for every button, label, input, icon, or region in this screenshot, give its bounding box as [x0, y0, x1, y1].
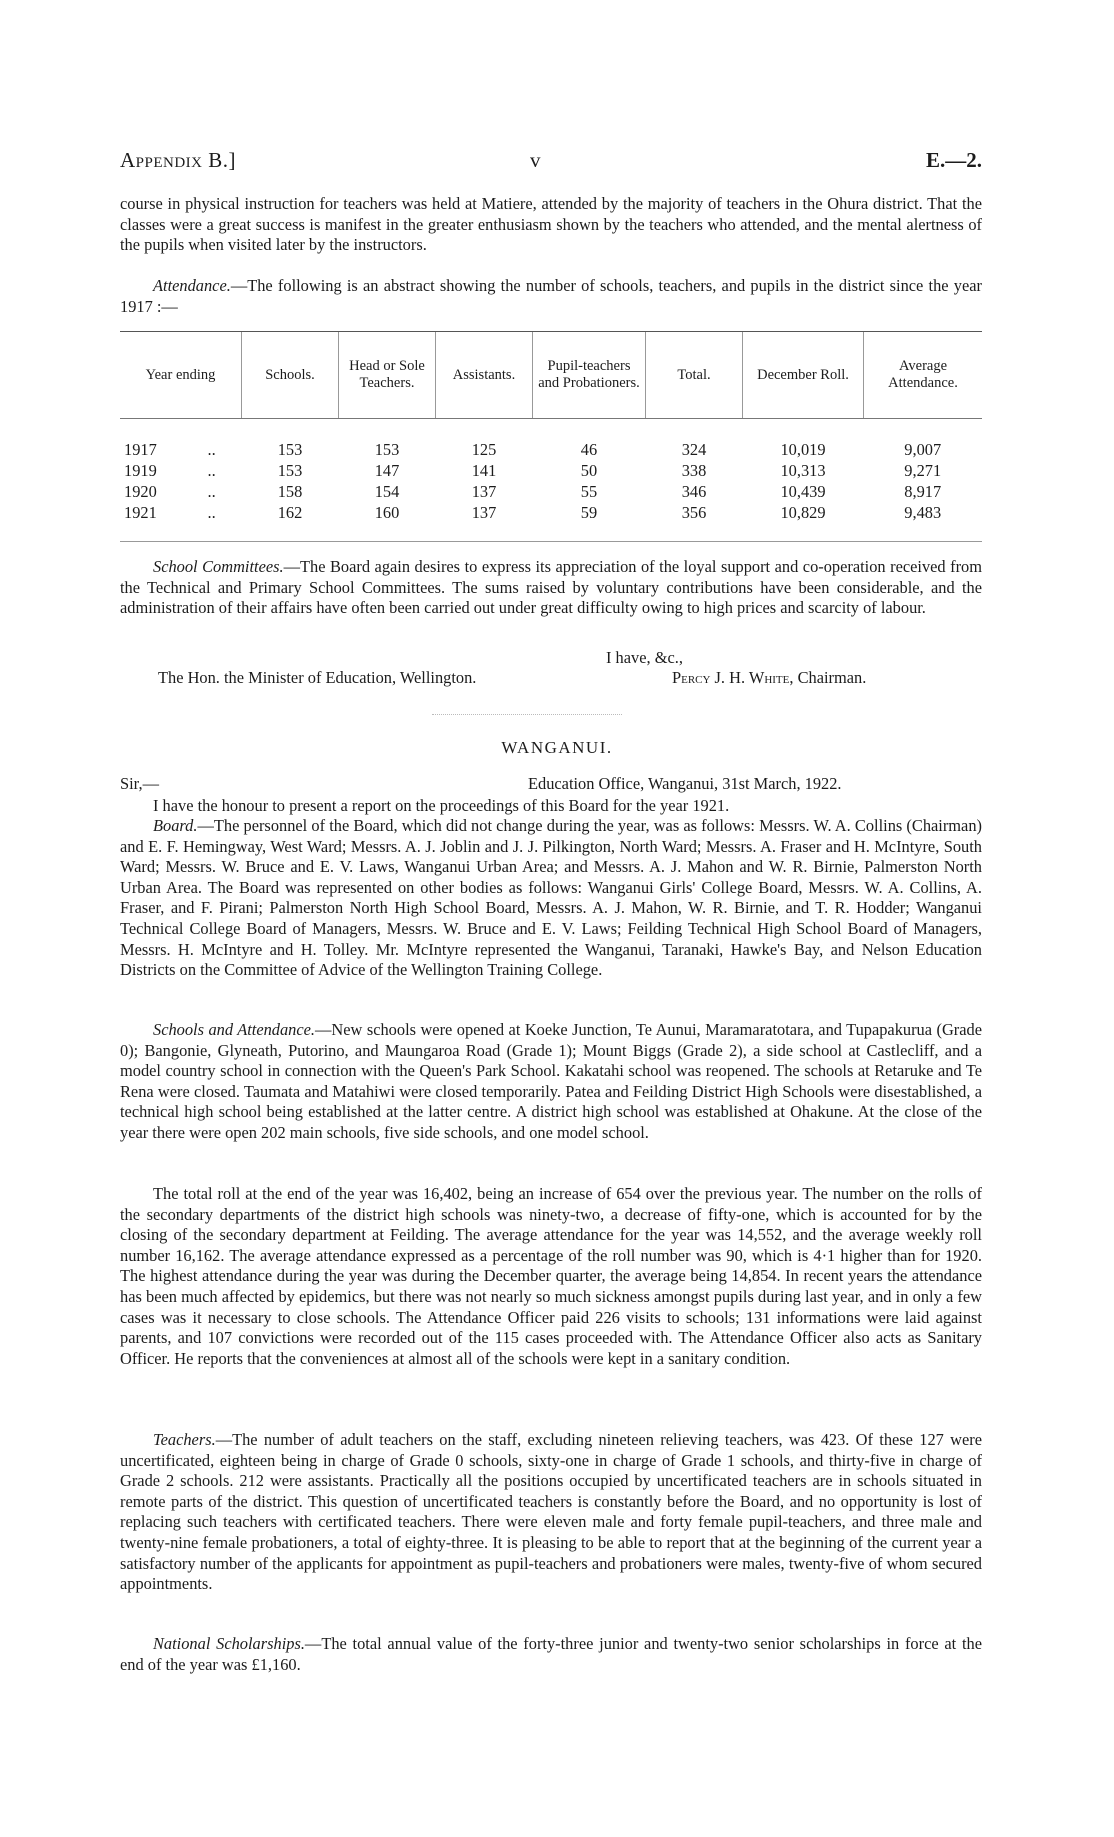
attendance-table [120, 331, 982, 542]
table-row [120, 502, 982, 542]
col-december-roll: December Roll. [743, 332, 864, 419]
salutation: Sir,— [120, 774, 159, 793]
cell-roll: 10,829 [743, 502, 864, 542]
cell-attendance: 9,271 [904, 460, 942, 480]
cell-year: 1917 [124, 439, 157, 459]
col-assistants: Assistants. [436, 332, 533, 419]
cell-year: 1919 [124, 460, 157, 480]
table-row [120, 460, 982, 481]
cell-attendance: 8,917 [904, 481, 942, 501]
cell-roll: 10,019 [780, 439, 826, 459]
cell-assistants: 141 [471, 460, 497, 480]
cell-roll: 10,439 [780, 481, 826, 501]
table-row [120, 419, 982, 461]
col-pupil-teachers: Pupil-teachers and Probationers. [533, 332, 646, 419]
cell-total: 356 [646, 502, 743, 542]
paragraph-schools-attendance [120, 1020, 982, 1144]
table-header-row [120, 332, 982, 419]
cell-attendance: 9,007 [904, 439, 942, 459]
cell-schools: 153 [277, 460, 303, 480]
cell-pupil: 55 [580, 481, 598, 501]
cell-year: 1921 [120, 502, 204, 542]
paragraph-school-committees [120, 557, 982, 619]
cell-head: 160 [339, 502, 436, 542]
teachers-text: —The number of adult teachers on the staff, excluding nineteen relieving teachers, was 423. Of these 127 were uncertificated, eighteen being in charge of Grade 0 schools, sixty-one in charge of Grade 1 schools, and thirty-five in charge of Grade 2 schools. 212 were assistants. Practically all the positions occupied by uncertificated teachers are in schools situated in remote parts of the district. This question of uncertificated teachers is constantly before the Board, and no opportunity is lost of replacing such teachers with certificated teachers. There were eleven male and forty female pupil-teachers, and three male and twenty-nine female probationers, a total of eighty-three. It is pleasing to be able to report that at the beginning of the current year a satisfactory number of the applicants for appointment as pupil-teachers and probationers were males, twenty-five of whom secured appointments. [120, 1430, 982, 1594]
dateline: Education Office, Wanganui, 31st March, 1922. [528, 774, 842, 793]
cell-head: 154 [374, 481, 400, 501]
cell-schools: 153 [277, 439, 303, 459]
cell-schools: 162 [242, 502, 339, 542]
schools-label: Schools and Attendance. [153, 1020, 316, 1039]
cell-total: 324 [681, 439, 707, 459]
attendance-text: —The following is an abstract showing the number of schools, teachers, and pupils in the district since the year 1917 :— [120, 276, 982, 316]
header-page-number: v [530, 148, 541, 172]
cell-attendance: 9,483 [864, 502, 983, 542]
signature-title: Chairman. [797, 668, 867, 687]
cell-total: 346 [681, 481, 707, 501]
paragraph-roll: The total roll at the end of the year was 16,402, being an increase of 654 over the previous year. The number on the rolls of the secondary departments of the district high schools was ninety-two, a decrease of fifty-one, which is accounted for by the closing of the secondary department at Feilding. The average attendance for the year was 14,552, and the average weekly roll number 16,162. The average attendance expressed as a percentage of the roll number was 90, which is 4·1 higher than for 1920. The highest attendance during the year was during the December quarter, the average being 14,854. In recent years the attendance has been much affected by epidemics, but there was not nearly so much sickness amongst pupils during last year, and in only a few cases was it necessary to close schools. The Attendance Officer paid 226 visits to schools; 131 informations were laid against parents, and 107 convictions were recorded out of the 115 cases proceeded with. The Attendance Officer also acts as Sanitary Officer. He reports that the conveniences at almost all of the schools were kept in a sanitary condition. [120, 1184, 982, 1368]
cell-roll: 10,313 [780, 460, 826, 480]
paragraph-teachers [120, 1430, 982, 1595]
col-schools: Schools. [242, 332, 339, 419]
teachers-label: Teachers. [153, 1430, 216, 1449]
signature-name: Percy J. H. White, [672, 668, 794, 687]
cell-dots: .. [204, 502, 242, 542]
paragraph-scholarships [120, 1634, 982, 1675]
cell-head: 147 [374, 460, 400, 480]
cell-pupil: 59 [533, 502, 646, 542]
cell-dots: .. [207, 481, 216, 501]
schools-text: —New schools were opened at Koeke Junction, Te Aunui, Maramaratotara, and Tupapakurua (Grade 0); Bangonie, Glyneath, Putorino, and Maungaroa Road (Grade 1); Mount Biggs (Grade 2), a side school at Castlecliff, and a model country school in connection with the Queen's Park School. Kakatahi school was reopened. The schools at Retaruke and Te Rena were closed. Taumata and Matahiwi were closed temporarily. Patea and Feilding District High Schools were disestablished, a technical high school being established at the latter centre. A district high school was established at Ohakune. At the close of the year there were open 202 main schools, five side schools, and one model school. [120, 1020, 982, 1142]
section-divider [432, 714, 622, 715]
paragraph-board [120, 816, 982, 981]
col-head-teachers: Head or Sole Teachers. [339, 332, 436, 419]
cell-total: 338 [681, 460, 707, 480]
section-heading: WANGANUI. [501, 738, 613, 757]
board-label: Board. [153, 816, 198, 835]
closing-i-have: I have, &c., [606, 648, 683, 667]
school-committees-text: —The Board again desires to express its appreciation of the loyal support and co-operation received from the Technical and Primary School Committees. The sums raised by voluntary contributions have been considerable, and the administration of their affairs have often been carried out under great difficulty owing to high prices and scarcity of labour. [120, 557, 982, 618]
attendance-label: Attendance. [153, 276, 231, 295]
col-average-attendance: Average Attendance. [864, 332, 983, 419]
closing-signature [672, 668, 866, 688]
col-total: Total. [646, 332, 743, 419]
cell-schools: 158 [277, 481, 303, 501]
cell-assistants: 137 [471, 481, 497, 501]
table-row [120, 481, 982, 502]
school-committees-label: School Committees. [153, 557, 284, 576]
cell-pupil: 50 [580, 460, 598, 480]
paragraph-attendance [120, 276, 982, 317]
scholarships-text: —The total annual value of the forty-three junior and twenty-two senior scholarships in force at the end of the year was £1,160. [120, 1634, 982, 1674]
page-header [120, 148, 982, 180]
cell-assistants: 137 [436, 502, 533, 542]
cell-dots: .. [207, 460, 216, 480]
col-year-ending: Year ending [120, 332, 242, 419]
header-reference: E.—2. [925, 148, 982, 172]
cell-assistants: 125 [471, 439, 497, 459]
closing-addressee: The Hon. the Minister of Education, Wellington. [158, 668, 477, 687]
paragraph-intro: I have the honour to present a report on the proceedings of this Board for the year 1921. [153, 796, 730, 815]
scholarships-label: National Scholarships. [153, 1634, 305, 1653]
header-appendix: Appendix B.] [120, 148, 237, 172]
board-text: —The personnel of the Board, which did not change during the year, was as follows: Messrs. W. A. Collins (Chairman) and E. F. Hemingway, West Ward; Messrs. A. J. Joblin and J. J. Pilkington, North Ward; Messrs. A. Fraser and H. McIntyre, South Ward; Messrs. W. Bruce and E. V. Laws, Wanganui Urban Area; and Messrs. A. J. Mahon and W. R. Birnie, Palmerston North Urban Area. The Board was represented on other bodies as follows: Wanganui Girls' College Board, Messrs. W. A. Collins, A. Fraser, and F. Pirani; Palmerston North High School Board, Messrs. A. J. Mahon, W. R. Birnie, and T. R. Hodder; Wanganui Technical College Board of Managers, Messrs. W. Bruce and E. V. Laws; Feilding Technical High School Board of Managers, Messrs. H. McIntyre and H. Tolley. Mr. McIntyre represented the Wanganui, Taranaki, Hawke's Bay, and Nelson Education Districts on the Committee of Advice of the Wellington Training College. [120, 816, 982, 980]
cell-dots: .. [207, 439, 216, 459]
cell-year: 1920 [124, 481, 157, 501]
paragraph-physical-instruction: course in physical instruction for teachers was held at Matiere, attended by the majority of teachers in the Ohura district. That the classes were a great success is manifest in the greater enthusiasm shown by the teachers who attended, and the mental alertness of the pupils when visited later by the instructors. [120, 194, 982, 255]
cell-pupil: 46 [580, 439, 598, 459]
cell-head: 153 [374, 439, 400, 459]
